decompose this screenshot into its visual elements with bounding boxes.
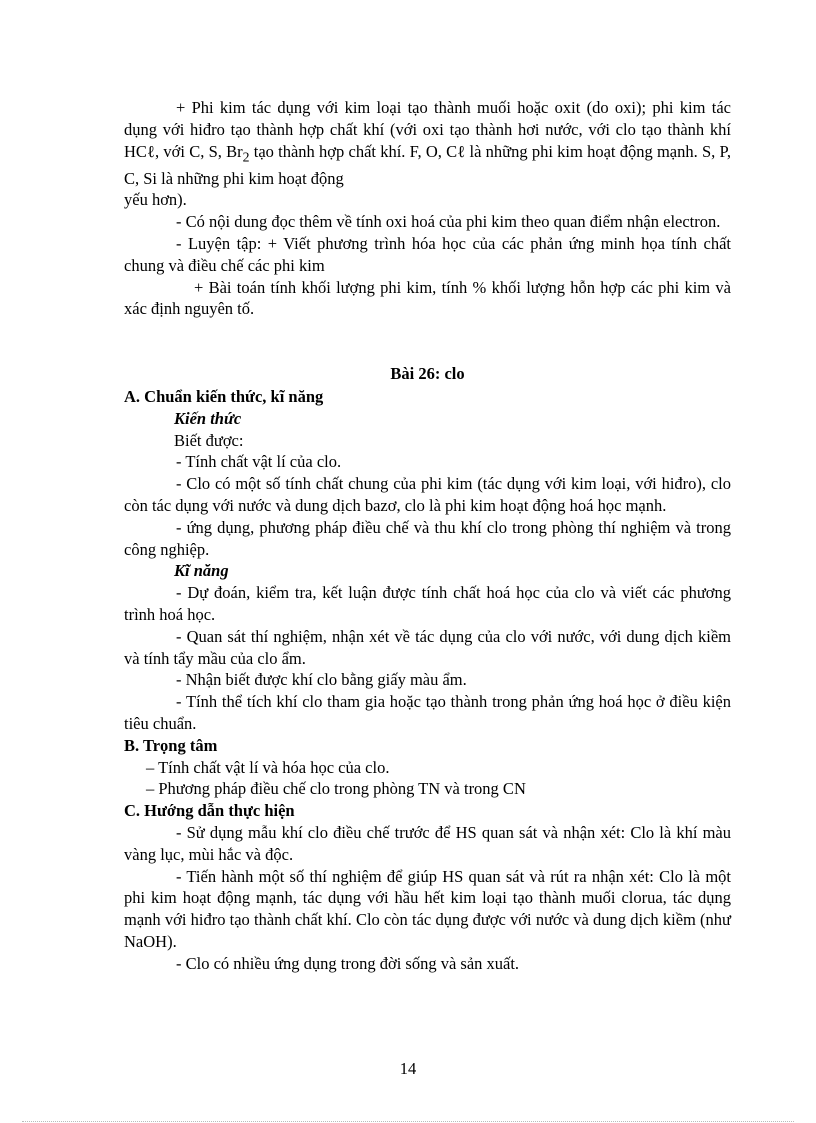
- document-page: [124, 97, 731, 975]
- skills-heading: Kĩ năng: [174, 561, 229, 581]
- spacer: [124, 320, 731, 363]
- guide-item: - Sử dụng mẫu khí clo điều chế trước để HS quan sát và nhận xét: Clo là khí màu vàng lục, mùi hắc và độc.: [124, 823, 731, 864]
- guide-item: - Tiến hành một số thí nghiệm để giúp HS quan sát và rút ra nhận xét: Clo là một phi kim hoạt động mạnh, tác dụng với hầu hết kim loại tạo thành muối clorua, tác dụng mạnh với hiđro tạo thành chất khí. Clo còn tác dụng được với nước và dung dịch kiềm (như NaOH).: [124, 866, 731, 951]
- section-c-heading: C. Hướng dẫn thực hiện: [124, 801, 295, 821]
- intro-text-b: tạo thành hợp chất khí. F, O, Cℓ là những phi kim hoạt động mạnh. S, P, C, Si là những phi kim hoạt động: [124, 141, 731, 188]
- focus-item: – Tính chất vật lí và hóa học của clo.: [146, 757, 390, 777]
- focus-item: – Phương pháp điều chế clo trong phòng TN và trong CN: [146, 779, 526, 799]
- intro-paragraph-1: [124, 97, 731, 189]
- page-number: 14: [399, 1059, 417, 1078]
- knowledge-item: - Tính chất vật lí của clo.: [176, 452, 342, 472]
- guide-item: - Clo có nhiều ứng dụng trong đời sống và sản xuất.: [176, 953, 520, 973]
- intro-paragraph-2: - Có nội dung đọc thêm về tính oxi hoá của phi kim theo quan điểm nhận electron.: [176, 212, 721, 232]
- page-bottom-divider: [22, 1121, 794, 1122]
- section-a-heading: A. Chuẩn kiến thức, kĩ năng: [124, 387, 324, 407]
- skills-item: - Nhận biết được khí clo bằng giấy màu ẩm.: [176, 670, 467, 690]
- intro-text-a: + Phi kim tác dụng với kim loại tạo thành muối hoặc oxit (do oxi); phi kim tác dụng với hiđro tạo thành hợp chất khí (với oxi tạo thành hơi nước, với clo tạo thành khí HCℓ, với C, S, Br: [124, 98, 731, 161]
- knowledge-item: - ứng dụng, phương pháp điều chế và thu khí clo trong phòng thí nghiệm và trong công nghiệp.: [124, 517, 731, 559]
- intro-paragraph-4: + Bài toán tính khối lượng phi kim, tính % khối lượng hỗn hợp các phi kim và xác định nguyên tố.: [124, 277, 731, 319]
- skills-item: - Dự đoán, kiểm tra, kết luận được tính chất hoá học của clo và viết các phương trình hoá học.: [124, 583, 731, 625]
- knowledge-item: - Clo có một số tính chất chung của phi kim (tác dụng với kim loại, với hiđro), clo còn tác dụng với nước và dung dịch bazơ, clo là phi kim hoạt động hoá học mạnh.: [124, 474, 731, 516]
- knowledge-intro: Biết được:: [174, 430, 244, 450]
- intro-paragraph-3: - Luyện tập: + Viết phương trình hóa học của các phản ứng minh họa tính chất chung và điều chế các phi kim: [124, 234, 731, 275]
- skills-item: - Tính thể tích khí clo tham gia hoặc tạo thành trong phản ứng hoá học ở điều kiện tiêu chuẩn.: [124, 692, 731, 734]
- bromine-subscript: 2: [242, 148, 250, 164]
- knowledge-heading: Kiến thức: [174, 408, 242, 428]
- lesson-title: Bài 26: clo: [390, 364, 465, 384]
- skills-item: - Quan sát thí nghiệm, nhận xét về tác dụng của clo với nước, với dung dịch kiềm và tính tẩy mầu của clo ẩm.: [124, 626, 731, 668]
- section-b-heading: B. Trọng tâm: [124, 735, 218, 755]
- intro-paragraph-1-end: yếu hơn).: [124, 190, 187, 210]
